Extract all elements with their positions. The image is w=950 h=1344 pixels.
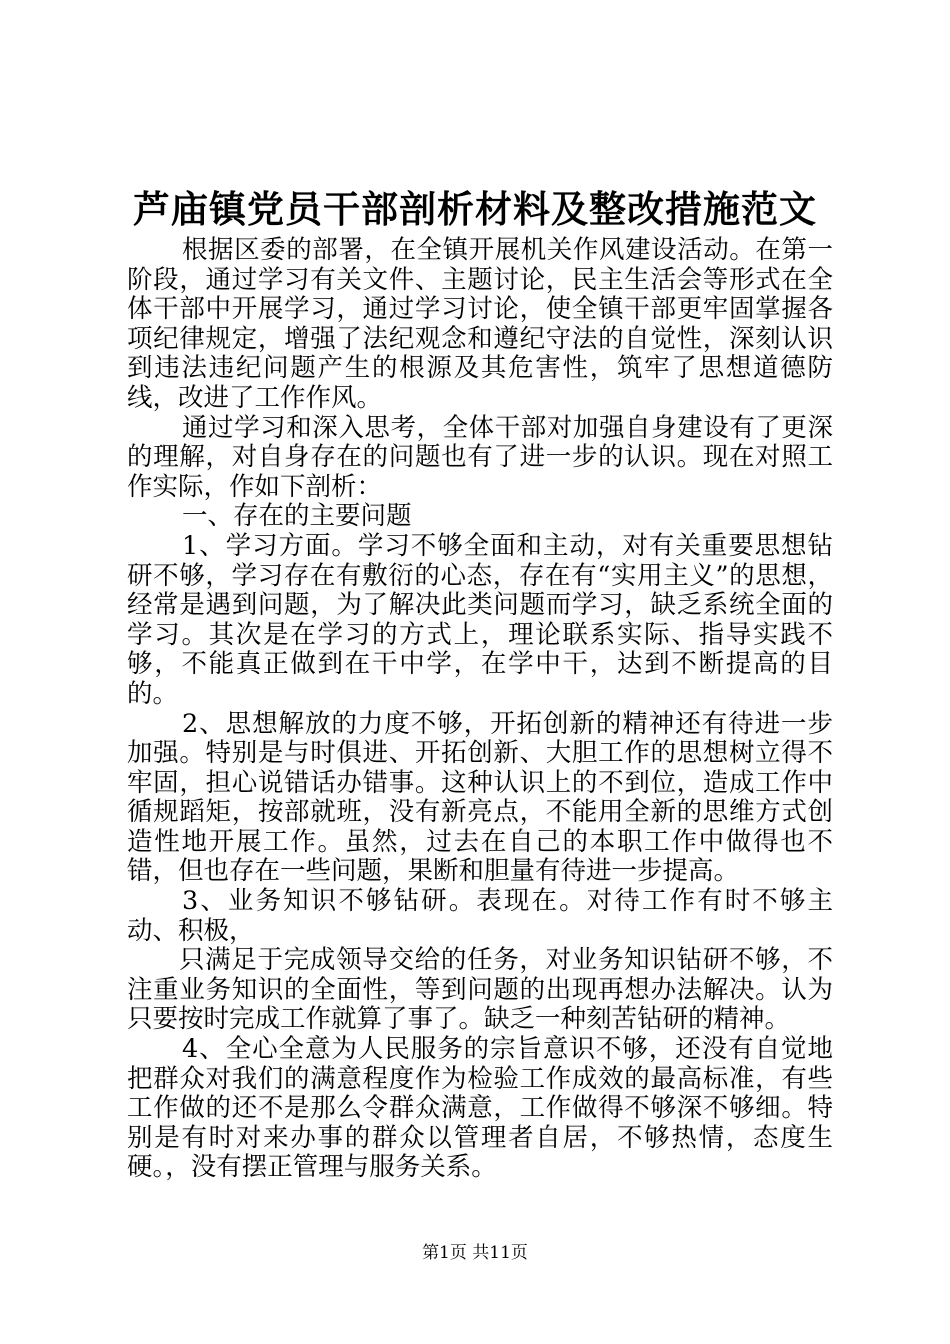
issue-item-4: 4、全心全意为人民服务的宗旨意识不够，还没有自觉地把群众对我们的满意程度作为检验工作成效的最高标准，有些工作做的还不是那么令群众满意，工作做得不够深不够细。特别是有时对来办事的群众以管理者自居，不够热情，态度生硬。，没有摆正管理与服务关系。 <box>127 1034 833 1183</box>
page-number-footer: 第1页 共11页 <box>422 1243 528 1263</box>
page-title: 芦庙镇党员干部剖析材料及整改措施范文 <box>133 187 817 231</box>
document-body <box>127 236 833 1183</box>
issue-item-2: 2、思想解放的力度不够，开拓创新的精神还有待进一步加强。特别是与时俱进、开拓创新、大胆工作的思想树立得不牢固，担心说错话办错事。这种认识上的不到位，造成工作中循规蹈矩，按部就班，没有新亮点，不能用全新的思维方式创造性地开展工作。虽然，过去在自己的本职工作中做得也不错，但也存在一些问题，果断和胆量有待进一步提高。 <box>127 708 833 887</box>
paragraph-intro: 根据区委的部署，在全镇开展机关作风建设活动。在第一阶段，通过学习有关文件、主题讨论，民主生活会等形式在全体干部中开展学习，通过学习讨论，使全镇干部更牢固掌握各项纪律规定，增强了法纪观念和遵纪守法的自觉性，深刻认识到违法违纪问题产生的根源及其危害性，筑牢了思想道德防线，改进了工作作风。 <box>127 235 833 413</box>
section-heading: 一、存在的主要问题 <box>182 501 412 532</box>
issue-item-1: 1、学习方面。学习不够全面和主动，对有关重要思想钻研不够，学习存在有敷衍的心态，存在有“实用主义”的思想，经常是遇到问题，为了解决此类问题而学习，缺乏系统全面的学习。其次是在学习的方式上，理论联系实际、指导实践不够，不能真正做到在干中学，在学中干，达到不断提高的目的。 <box>127 530 833 709</box>
issue-item-3: 3、业务知识不够钻研。表现在。对待工作有时不够主动、积极， <box>127 886 833 946</box>
issue-item-3-continued: 只满足于完成领导交给的任务，对业务知识钻研不够，不注重业务知识的全面性，等到问题的出现再想办法解决。认为只要按时完成工作就算了事了。缺乏一种刻苦钻研的精神。 <box>127 945 833 1035</box>
paragraph-reflection: 通过学习和深入思考，全体干部对加强自身建设有了更深的理解，对自身存在的问题也有了进一步的认识。现在对照工作实际，作如下剖析： <box>127 412 833 502</box>
